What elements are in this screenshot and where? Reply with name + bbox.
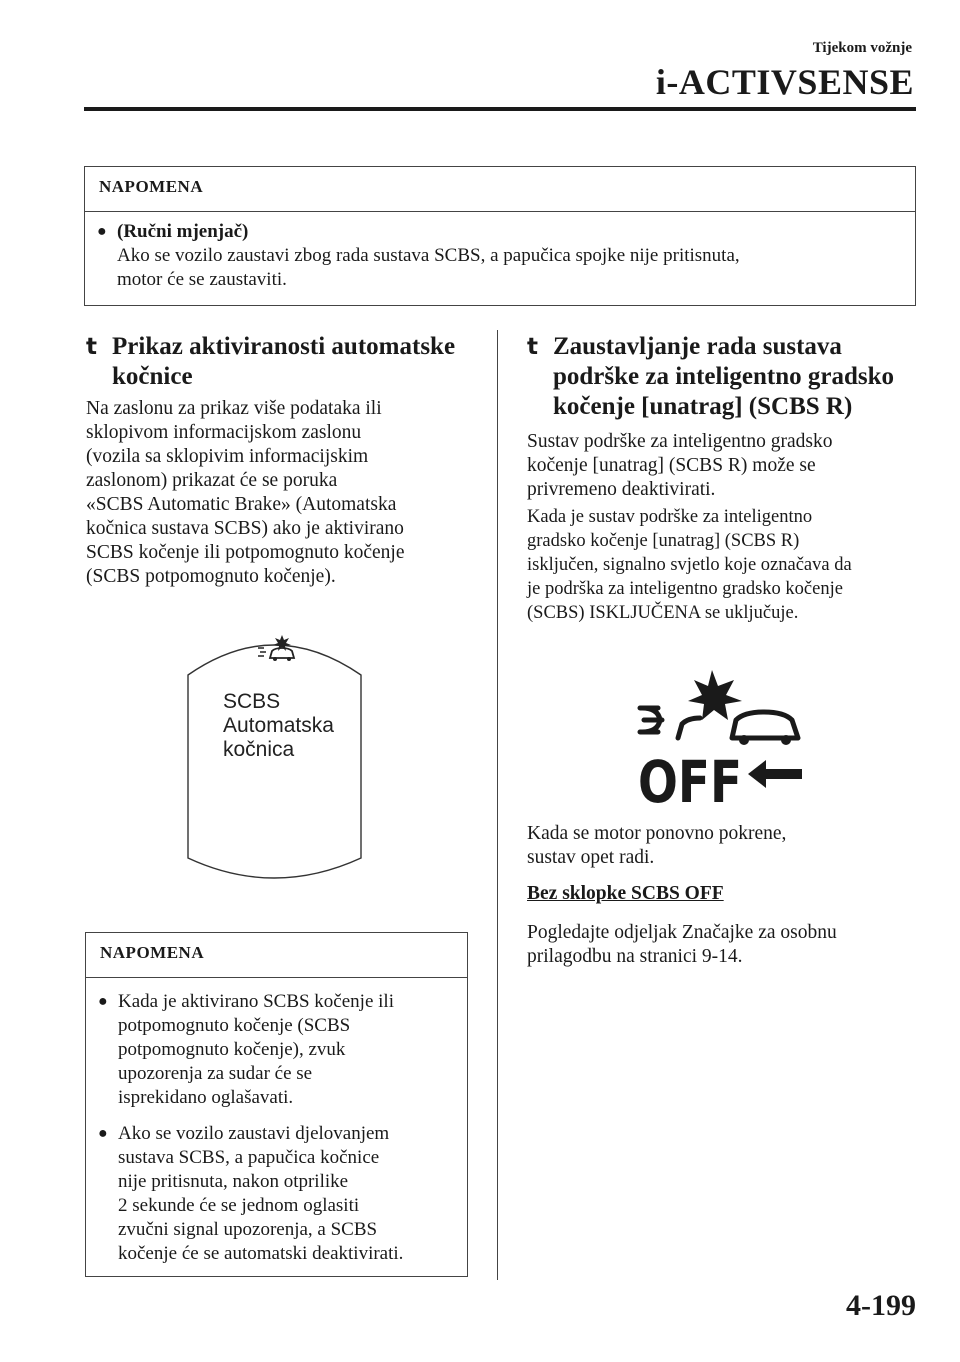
bullet-icon: ● xyxy=(97,223,107,240)
body-line: Kada se motor ponovno pokrene, xyxy=(527,823,787,844)
section-body-brake-display xyxy=(86,397,486,589)
display-text-line: SCBS xyxy=(223,690,281,713)
section-paragraph xyxy=(527,822,917,870)
body-line: sklopivom informacijskom zaslonu xyxy=(86,422,362,443)
body-line: privremeno deaktivirati. xyxy=(527,479,716,500)
body-line: Na zaslonu za prikaz više podataka ili xyxy=(86,398,382,419)
body-line: kočnica sustava SCBS) ako je aktivirano xyxy=(86,518,404,539)
body-line: kočenje [unatrag] (SCBS R) može se xyxy=(527,455,816,476)
display-text-line: kočnica xyxy=(223,738,295,761)
bullet-icon: ● xyxy=(98,993,108,1010)
body-line: Kada je sustav podrške za inteligentno xyxy=(527,507,813,527)
note-box-automatic-brake xyxy=(85,932,468,1277)
title-line: podrške za inteligentno gradsko xyxy=(553,363,895,390)
section-paragraph xyxy=(527,505,927,625)
header-rule xyxy=(84,107,916,111)
bullet-line: Kada je aktivirano SCBS kočenje ili xyxy=(118,991,394,1012)
running-header-section: Tijekom vožnje xyxy=(812,40,912,56)
section-title-brake-display xyxy=(86,332,486,392)
section-marker: t xyxy=(86,334,97,360)
bullet-line: isprekidano oglašavati. xyxy=(118,1087,294,1108)
bullet-line: kočenje će se automatski deaktivirati. xyxy=(118,1243,404,1264)
bullet-line: Ako se vozilo zaustavi djelovanjem xyxy=(118,1123,390,1144)
section-marker: t xyxy=(527,334,538,360)
body-line: Pogledajte odjeljak Značajke za osobnu xyxy=(527,922,837,943)
bullet-line: motor će se zaustaviti. xyxy=(117,269,287,290)
section-paragraph xyxy=(527,921,917,969)
body-line: Sustav podrške za inteligentno gradsko xyxy=(527,431,833,452)
body-line: sustav opet radi. xyxy=(527,847,655,868)
bullet-line: Ako se vozilo zaustavi zbog rada sustava SCBS, a papučica spojke nije pritisnuta, xyxy=(117,245,740,266)
bullet-icon: ● xyxy=(98,1125,108,1142)
bullet-line: 2 sekunde će se jednom oglasiti xyxy=(118,1195,360,1216)
title-line: Prikaz aktiviranosti automatske xyxy=(112,333,456,360)
body-line: (SCBS) ISKLJUČENA se uključuje. xyxy=(527,603,799,623)
body-line: isključen, signalno svjetlo koje označava da xyxy=(527,555,852,575)
section-title-scbs-r-off xyxy=(527,332,917,422)
bullet-line: sustava SCBS, a papučica kočnice xyxy=(118,1147,380,1168)
bullet-line: potpomognuto kočenje (SCBS xyxy=(118,1015,351,1036)
running-header-title: i-ACTIVSENSE xyxy=(655,62,914,102)
off-icon-label: OFF xyxy=(638,748,742,806)
body-line: (SCBS potpomognuto kočenje). xyxy=(86,566,336,587)
note-bullet xyxy=(98,1122,455,1266)
bullet-title: (Ručni mjenjač) xyxy=(117,221,249,242)
note-heading: NAPOMENA xyxy=(86,933,467,978)
body-line: (vozila sa sklopivim informacijskim xyxy=(86,446,369,467)
title-line: Zaustavljanje rada sustava xyxy=(553,333,842,360)
note-bullet xyxy=(98,990,455,1110)
note-box-manual-transmission xyxy=(84,166,916,306)
display-text-line: Automatska xyxy=(223,714,334,737)
body-line: je podrška za inteligentno gradsko kočenje xyxy=(527,579,843,599)
bullet-line: upozorenja za sudar će se xyxy=(118,1063,313,1084)
column-divider xyxy=(497,330,498,1280)
note-heading: NAPOMENA xyxy=(85,167,915,212)
body-line: zaslonom) prikazat će se poruka xyxy=(86,470,338,491)
subheading-without-switch: Bez sklopke SCBS OFF xyxy=(527,883,724,904)
body-line: SCBS kočenje ili potpomognuto kočenje xyxy=(86,542,405,563)
bullet-line: zvučni signal upozorenja, a SCBS xyxy=(118,1219,378,1240)
multi-info-display-illustration xyxy=(186,630,363,885)
section-paragraph xyxy=(527,430,917,502)
bullet-line: potpomognuto kočenje), zvuk xyxy=(118,1039,346,1060)
title-line: kočenje [unatrag] (SCBS R) xyxy=(553,393,853,420)
bullet-line: nije pritisnuta, nakon otprilike xyxy=(118,1171,349,1192)
page-number: 4-199 xyxy=(846,1289,916,1322)
body-line: gradsko kočenje [unatrag] (SCBS R) xyxy=(527,531,800,551)
scbs-r-off-icon xyxy=(636,668,806,806)
title-line: kočnice xyxy=(112,363,193,390)
body-line: prilagodbu na stranici 9-14. xyxy=(527,946,743,967)
note-bullet xyxy=(97,220,903,292)
body-line: «SCBS Automatic Brake» (Automatska xyxy=(86,494,397,515)
scbs-warning-icon xyxy=(256,634,296,664)
